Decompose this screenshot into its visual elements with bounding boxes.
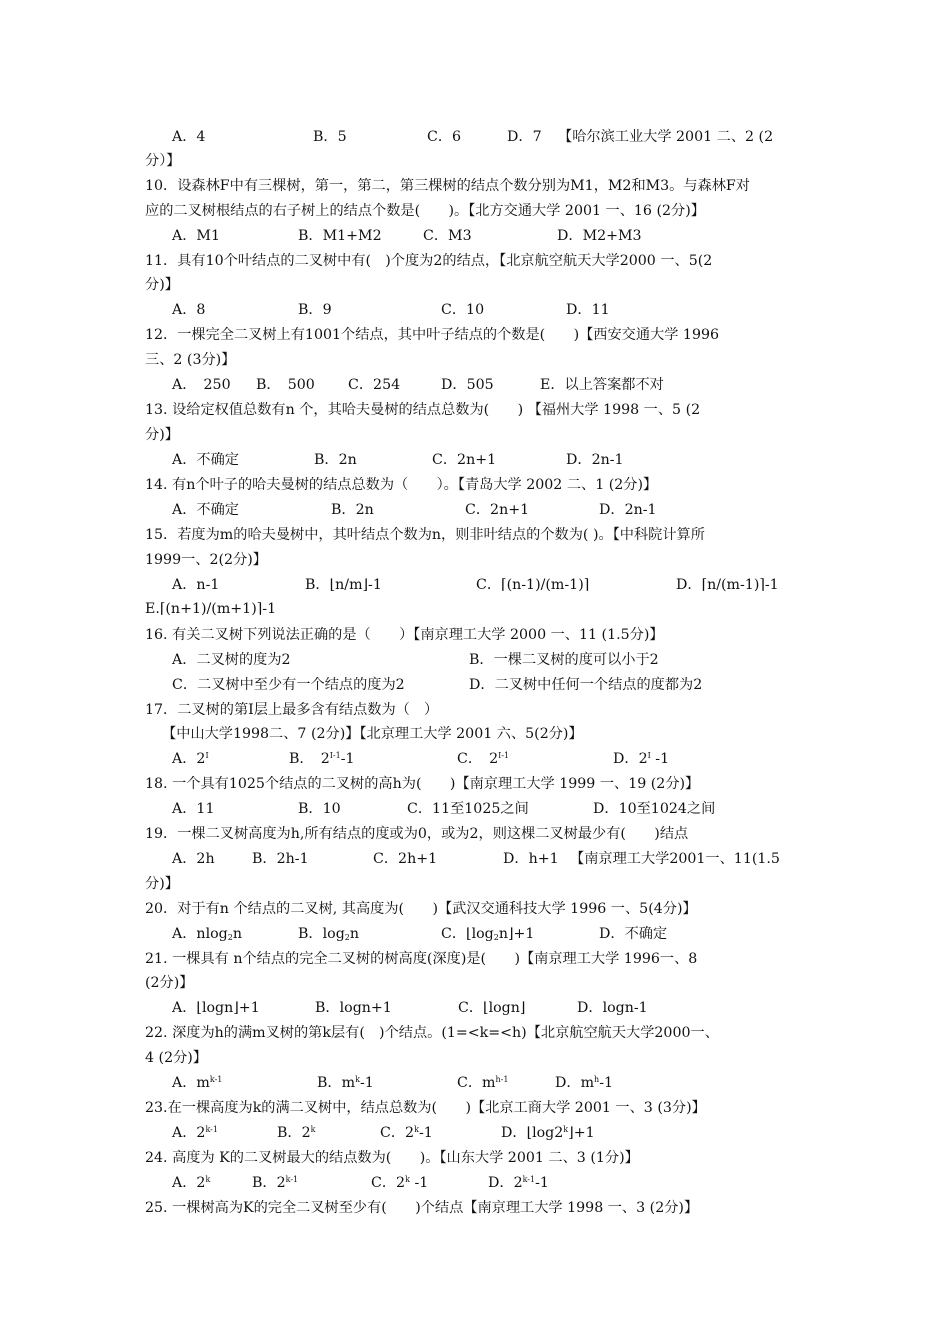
question-17-source: 【中山大学1998二、7 (2分)】【北京理工大学 2001 六、5(2分)】 (162, 726, 583, 742)
question-15-line-1: 15．若度为m的哈夫曼树中，其叶结点个数为n，则非叶结点的个数为( )。【中科院计算所 (145, 527, 705, 543)
option-a: A．nlog$_2$n (172, 926, 242, 942)
option-c: C．$⌊\log_2n⌋+1$ (441, 926, 535, 942)
option-c: C．2$^k$ -1 (371, 1175, 429, 1191)
option-c: C．⌊logn⌋ (458, 1000, 526, 1016)
option-c: C．$m^{h-1}$ (457, 1075, 509, 1091)
option-a: A．2$^{k-1}$ (172, 1125, 218, 1141)
option-a: A．不确定 (172, 452, 239, 468)
question-18-line-1: 18. 一个具有1025个结点的二叉树的高h为( )【南京理工大学 1999 一、19 (2分)】 (145, 776, 700, 792)
option-d: D．2n-1 (566, 452, 624, 468)
question-17-line-1: 17．二叉树的第I层上最多含有结点数为（ ） (145, 702, 439, 718)
option-d: D．11 (566, 302, 610, 318)
option-a: A．8 (172, 302, 206, 318)
option-d: D．二叉树中任何一个结点的度都为2 (469, 677, 703, 693)
option-a: A．11 (172, 801, 215, 817)
question-12-line-2: 三、2 (3分)】 (145, 352, 236, 368)
option-e: E．以上答案都不对 (540, 377, 664, 393)
option-d: D．logn-1 (577, 1000, 648, 1016)
option-c: C．6 (427, 129, 462, 145)
question-source-continued: 分）】 (145, 153, 181, 169)
option-b: B．2$^{k-1}$ (252, 1175, 299, 1191)
option-d: D．2$^{k-1}$-1 (488, 1175, 549, 1191)
option-b: B．$\log_2n$ (298, 926, 360, 942)
option-a: A．⌊logn⌋+1 (172, 1000, 260, 1016)
option-b: B．2h-1 (252, 851, 309, 867)
question-19-line-1: 19．一棵二叉树高度为h,所有结点的度或为0，或为2，则这棵二叉树最少有( )结点 (145, 826, 689, 842)
option-a: A． 250 (172, 377, 231, 393)
option-d: D．M2+M3 (557, 228, 642, 244)
question-15-line-2: 1999一、2(2分)】 (145, 552, 267, 568)
option-d: D．不确定 (599, 926, 668, 942)
question-11-line-2: 分)】 (145, 277, 179, 293)
option-c: C．11至1025之间 (407, 801, 529, 817)
option-b: B．M1+M2 (298, 228, 382, 244)
question-22-line-2: 4 (2分)】 (145, 1050, 208, 1066)
question-13-line-2: 分)】 (145, 427, 179, 443)
option-c: C．2n+1 (432, 452, 497, 468)
question-22-line-1: 22. 深度为h的满m叉树的第k层有( )个结点。(1=<k=<h)【北京航空航天大学2000一、 (145, 1025, 719, 1041)
question-10-line-2: 应的二叉树根结点的右子树上的结点个数是( )。【北方交通大学 2001 一、16 (2分)】 (145, 203, 705, 219)
option-a: A．2h (172, 851, 215, 867)
question-16-line-1: 16. 有关二叉树下列说法正确的是（ ）【南京理工大学 2000 一、11 (1.5分)】 (145, 627, 664, 643)
option-a: A．n-1 (172, 577, 220, 593)
option-d: D．2n-1 (599, 502, 657, 518)
option-a: A．4 (172, 129, 206, 145)
question-source-continued: 分)】 (145, 876, 179, 892)
question-source: 【哈尔滨工业大学 2001 二、2 (2 (558, 129, 774, 145)
option-b: B． $2^{I-1}-1$ (289, 751, 355, 767)
option-d: D．$m^h-1$ (555, 1075, 614, 1091)
option-d: D．505 (441, 377, 494, 393)
question-13-line-1: 13. 设给定权值总数有n 个，其哈夫曼树的结点总数为( ) 【福州大学 1998 一、5 (2 (145, 402, 701, 418)
option-c: C．254 (348, 377, 401, 393)
option-a: A．不确定 (172, 502, 239, 518)
option-b: B．一棵二叉树的度可以小于2 (469, 652, 659, 668)
option-b: B．logn+1 (315, 1000, 392, 1016)
question-20-line-1: 20．对于有n 个结点的二叉树, 其高度为( )【武汉交通科技大学 1996 一、5(4分)】 (145, 901, 697, 917)
option-b: B．⌊n/m⌋-1 (305, 577, 382, 593)
option-c: C．2n+1 (465, 502, 530, 518)
option-a: A．2$^k$ (172, 1175, 211, 1191)
option-a: A．$2^I$ (172, 751, 209, 767)
question-11-line-1: 11．具有10个叶结点的二叉树中有( )个度为2的结点，【北京航空航天大学2000 一、5(2 (145, 253, 713, 269)
option-d: D．10至1024之间 (593, 801, 716, 817)
option-a: A．M1 (172, 228, 220, 244)
option-c: C． $2^{I-1}$ (457, 751, 510, 767)
option-c: C．二叉树中至少有一个结点的度为2 (172, 677, 405, 693)
option-b: B．10 (298, 801, 341, 817)
option-c: C．2h+1 (373, 851, 438, 867)
option-c: C．2$^k$-1 (380, 1125, 433, 1141)
question-21-line-1: 21. 一棵具有 n个结点的完全二叉树的树高度(深度)是( )【南京理工大学 1996一、8 (145, 951, 698, 967)
option-a: A．$m^{k-1}$ (172, 1075, 223, 1091)
question-12-line-1: 12．一棵完全二叉树上有1001个结点，其中叶子结点的个数是( )【西安交通大学 1996 (145, 327, 720, 343)
question-23-line-1: 23.在一棵高度为k的满二叉树中，结点总数为( )【北京工商大学 2001 一、3 (3分)】 (145, 1100, 706, 1116)
option-b: B．2$^k$ (277, 1125, 316, 1141)
option-d: D．⌈n/(m-1)⌉-1 (676, 577, 779, 593)
option-c: C．10 (441, 302, 485, 318)
option-d: D．$2^I$ -1 (613, 751, 670, 767)
option-b: B．5 (313, 129, 347, 145)
option-d: D．7 (507, 129, 542, 145)
question-14-line-1: 14. 有n个叶子的哈夫曼树的结点总数为（ ）。【青岛大学 2002 二、1 (2分)】 (145, 477, 658, 493)
question-21-line-2: (2分)】 (145, 975, 194, 991)
option-a: A．二叉树的度为2 (172, 652, 291, 668)
question-source: 【南京理工大学2001一、11(1.5 (570, 851, 780, 867)
option-b: B． 500 (256, 377, 315, 393)
question-24-line-1: 24. 高度为 K的二叉树最大的结点数为( )。【山东大学 2001 二、3 (1分)】 (145, 1150, 639, 1166)
option-b: B．2n (314, 452, 357, 468)
option-d: D．$⌊\log 2^k⌋+1$ (501, 1125, 595, 1141)
option-c: C．⌈(n-1)/(m-1)⌉ (476, 577, 590, 593)
question-10-line-1: 10．设森林F中有三棵树，第一，第二，第三棵树的结点个数分别为M1，M2和M3。与森林F对 (145, 178, 750, 194)
option-e: E.⌈(n+1)/(m+1)⌉-1 (145, 601, 277, 617)
option-b: B．9 (298, 302, 332, 318)
option-b: B．2n (331, 502, 374, 518)
question-25-line-1: 25. 一棵树高为K的完全二叉树至少有( )个结点【南京理工大学 1998 一、3 (2分)】 (145, 1200, 699, 1216)
option-c: C．M3 (423, 228, 472, 244)
option-b: B．$m^k-1$ (317, 1075, 374, 1091)
option-d: D．h+1 (503, 851, 559, 867)
